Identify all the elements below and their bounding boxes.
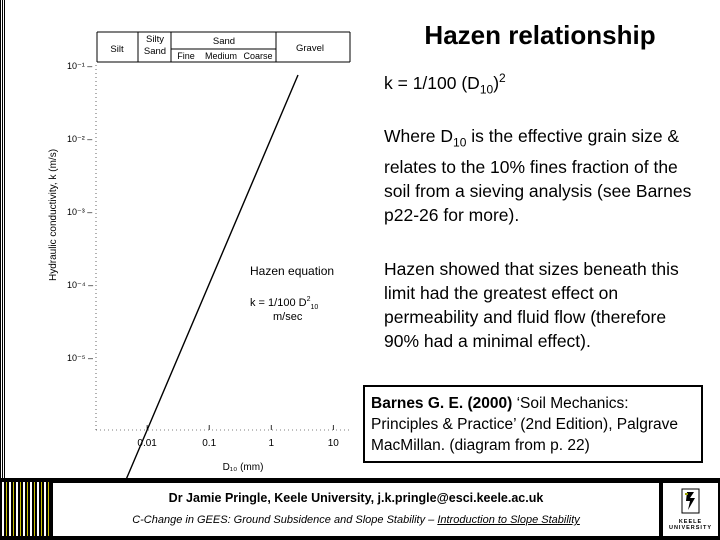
y-tick-label-4: 10⁻⁵ –: [67, 353, 93, 363]
para1-sub: 10: [453, 135, 467, 150]
y-tick-label-2: 10⁻³ –: [67, 207, 93, 217]
hazen-chart: [0, 0, 360, 478]
hazen-findings-paragraph: Hazen showed that sizes beneath this limit had the greatest effect on permeability and fluid flow (therefore 90% had a minimal effect).: [384, 259, 679, 351]
annotation-eq-sup: 2: [306, 296, 311, 303]
soil-sand-label: Sand: [212, 36, 236, 47]
para1-post: is the effective grain size & relates to the 10% fines fraction of the soil from a sieving analysis (see Barnes p22-26 for more).: [384, 126, 692, 225]
annotation-eq-sub: 10: [310, 304, 319, 311]
footer-author-line: Dr Jamie Pringle, Keele University, j.k.pringle@esci.keele.ac.uk: [168, 491, 544, 505]
soil-classification-table: [97, 32, 350, 62]
y-tick-label-1: 10⁻² –: [67, 134, 93, 144]
x-tick-label-2: 1: [268, 438, 275, 449]
hazen-equation-annotation: [250, 264, 334, 323]
slide-title: Hazen relationship: [424, 20, 656, 50]
soil-silty-sand-label: Sand: [143, 46, 167, 57]
annotation-title: Hazen equation: [250, 264, 335, 278]
keele-logo-text: KEELE UNIVERSITY: [668, 519, 712, 531]
footer-project-text: C-Change in GEES: Ground Subsidence and Slope Stability –: [132, 514, 438, 526]
formula-sup: 2: [499, 71, 506, 85]
footer-topic-link[interactable]: Introduction to Slope Stability: [437, 514, 580, 526]
soil-silty-label: Silty: [146, 34, 164, 45]
annotation-eq-pre: k = 1/100 D: [250, 297, 307, 309]
y-tick-label-3: 10⁻⁴ –: [67, 280, 94, 290]
soil-sand-coarse-label: Coarse: [243, 51, 273, 61]
reference-details: ‘Soil Mechanics: Principles & Practice’ (2nd Edition), Palgrave MacMillan. (diagram from p. 22): [371, 395, 678, 454]
reference-box: [363, 385, 703, 463]
hazen-formula: [384, 66, 506, 101]
soil-gravel-label: Gravel: [296, 43, 324, 54]
reference-author: Barnes G. E. (2000): [371, 395, 513, 412]
keele-logo-icon: [663, 483, 718, 517]
soil-silt-label: Silt: [110, 44, 124, 55]
soil-sand-fine-label: Fine: [177, 51, 195, 61]
formula-main: k = 1/100 (D: [384, 72, 480, 93]
x-axis-label: D₁₀ (mm): [222, 462, 264, 473]
x-tick-label-3: 10: [327, 438, 339, 449]
x-tick-label-1: 0.1: [202, 438, 217, 449]
para1-pre: Where D: [384, 126, 454, 146]
formula-sub: 10: [479, 82, 494, 97]
annotation-unit: m/sec: [273, 311, 303, 323]
formula-close: ): [493, 72, 500, 93]
y-axis-label: Hydraulic conductivity, k (m/s): [48, 148, 59, 282]
annotation-equation: [250, 296, 318, 311]
soil-sand-medium-label: Medium: [204, 51, 238, 61]
x-tick-label-0: 0.01: [137, 438, 157, 449]
effective-grain-size-paragraph: [384, 124, 702, 227]
y-tick-label-0: 10⁻¹ –: [67, 61, 93, 71]
footer-stripe-decoration: [2, 482, 50, 536]
footer-project-line: [53, 514, 659, 526]
